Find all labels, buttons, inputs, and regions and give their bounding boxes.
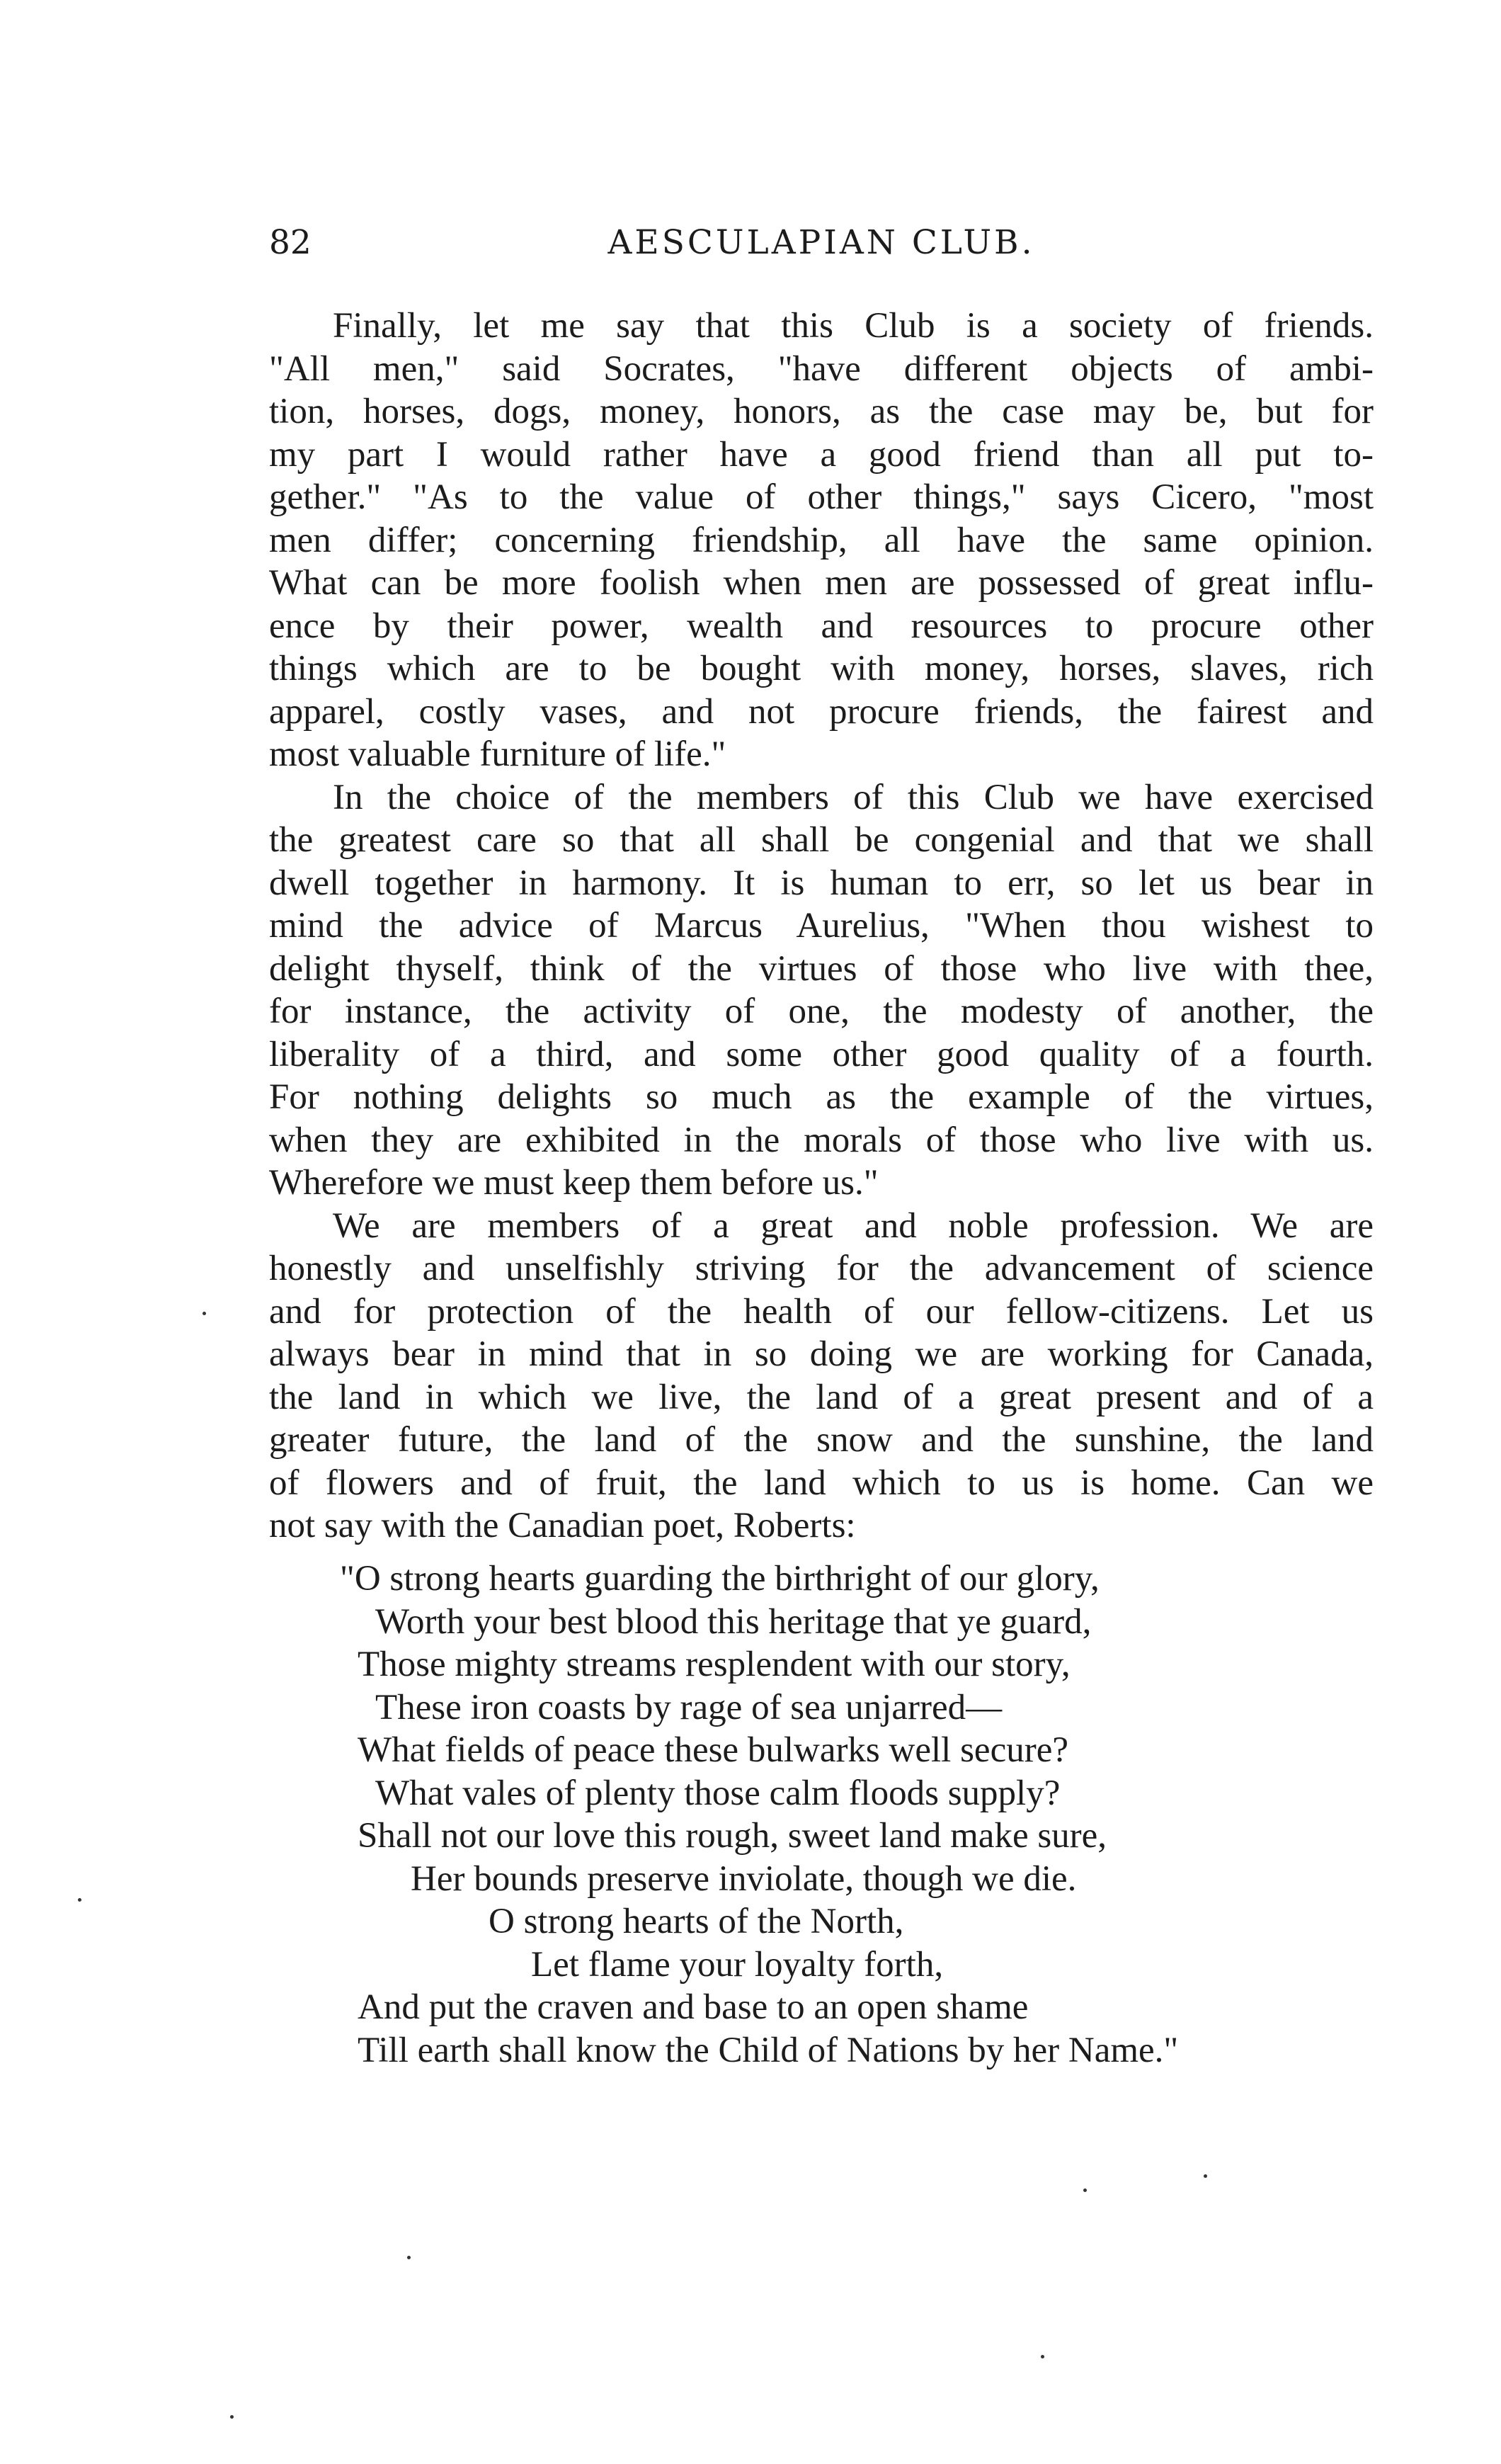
text-line: greater future, the land of the snow and the sunshine, the land: [269, 1420, 1374, 1460]
text-line: Finally, let me say that this Club is a society of friends.: [333, 306, 1374, 346]
poem-line: What vales of plenty those calm floods supply?: [375, 1773, 1061, 1813]
text-line: gether." "As to the value of other things," says Cicero, "most: [269, 477, 1374, 517]
poem-line: Let flame your loyalty forth,: [531, 1944, 944, 1985]
text-line: things which are to be bought with money, horses, slaves, rich: [269, 649, 1374, 688]
poem-quotation: [340, 1557, 1388, 2072]
text-line: Wherefore we must keep them before us.": [269, 1163, 879, 1203]
running-head: AESCULAPIAN CLUB.: [607, 223, 1035, 262]
text-line: the land in which we live, the land of a great present and of a: [269, 1377, 1374, 1417]
text-line: What can be more foolish when men are possessed of great influ-: [269, 563, 1374, 603]
text-line: We are members of a great and noble profession. We are: [333, 1205, 1374, 1246]
scan-speck: [78, 1898, 81, 1902]
paragraph-friendship: [269, 305, 1374, 776]
text-line: dwell together in harmony. It is human to err, so let us bear in: [269, 863, 1374, 903]
text-line: always bear in mind that in so doing we are working for Canada,: [269, 1334, 1374, 1374]
text-line: and for protection of the health of our fellow-citizens. Let us: [269, 1291, 1374, 1332]
body-text: [269, 305, 1374, 1548]
text-line: For nothing delights so much as the example of the virtues,: [269, 1077, 1374, 1117]
text-line: liberality of a third, and some other good quality of a fourth.: [269, 1034, 1374, 1074]
text-line: men differ; concerning friendship, all have the same opinion.: [269, 520, 1374, 560]
text-line: honestly and unselfishly striving for the advancement of science: [269, 1249, 1374, 1288]
poem-line: Worth your best blood this heritage that ye guard,: [375, 1601, 1092, 1642]
text-line: the greatest care so that all shall be congenial and that we shall: [269, 820, 1374, 860]
text-line: In the choice of the members of this Club we have exercised: [333, 777, 1374, 817]
text-line: not say with the Canadian poet, Roberts:: [269, 1506, 856, 1545]
text-line: most valuable furniture of life.": [269, 734, 726, 774]
paragraph-profession: [269, 1205, 1374, 1548]
poem-line: What fields of peace these bulwarks well secure?: [358, 1730, 1068, 1770]
text-line: apparel, costly vases, and not procure friends, the fairest and: [269, 691, 1374, 732]
poem-line: These iron coasts by rage of sea unjarred—: [375, 1687, 1003, 1727]
poem-line: O strong hearts of the North,: [489, 1902, 904, 1941]
text-line: ence by their power, wealth and resources to procure other: [269, 606, 1374, 646]
scan-speck: [1041, 2355, 1044, 2358]
text-line: for instance, the activity of one, the modesty of another, the: [269, 992, 1374, 1031]
text-line: my part I would rather have a good friend than all put to-: [269, 434, 1374, 475]
page-number: 82: [269, 223, 312, 262]
poem-line: And put the craven and base to an open shame: [358, 1987, 1029, 2027]
page-header: [269, 218, 1374, 268]
scan-speck: [407, 2256, 411, 2259]
paragraph-choice-of-members: [269, 776, 1374, 1205]
text-line: "All men," said Socrates, "have different objects of ambi-: [269, 348, 1374, 389]
text-line: of flowers and of fruit, the land which to us is home. Can we: [269, 1463, 1374, 1503]
poem-line: Her bounds preserve inviolate, though we die.: [411, 1858, 1077, 1899]
poem-line: Those mighty streams resplendent with our story,: [358, 1645, 1071, 1684]
text-line: delight thyself, think of the virtues of those who live with thee,: [269, 948, 1374, 989]
poem-line: Till earth shall know the Child of Nations by her Name.": [358, 2030, 1179, 2070]
scan-speck: [230, 2415, 234, 2419]
text-line: mind the advice of Marcus Aurelius, "When thou wishest to: [269, 906, 1374, 946]
text-line: when they are exhibited in the morals of those who live with us.: [269, 1120, 1374, 1160]
poem-line: "O strong hearts guarding the birthright of our glory,: [340, 1559, 1100, 1599]
text-line: tion, horses, dogs, money, honors, as the case may be, but for: [269, 392, 1374, 431]
poem-line: Shall not our love this rough, sweet land make sure,: [358, 1816, 1107, 1856]
scan-speck: [1204, 2174, 1207, 2178]
scan-speck: [202, 1312, 206, 1315]
scan-speck: [1083, 2188, 1087, 2192]
